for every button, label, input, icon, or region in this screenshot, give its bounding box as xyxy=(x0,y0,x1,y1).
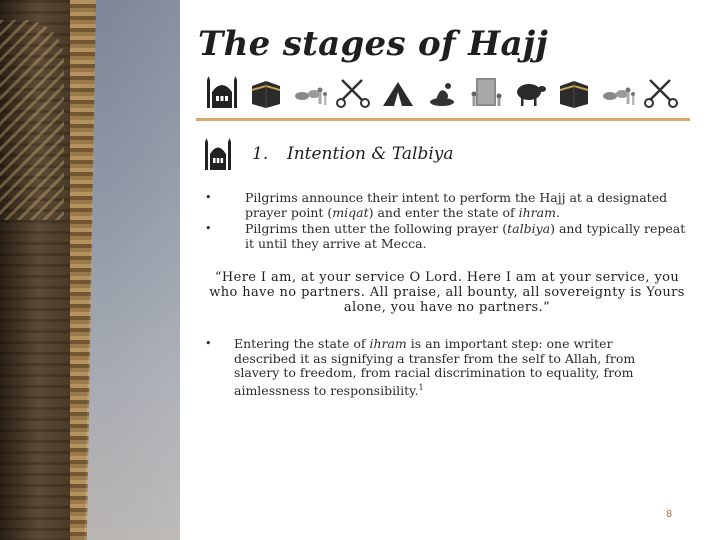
term-miqat: miqat xyxy=(332,204,369,220)
slide-title: The stages of Hajj xyxy=(198,24,549,64)
footnote-marker: 1 xyxy=(418,382,424,392)
term-ihram: ihram xyxy=(518,204,556,220)
list-item xyxy=(205,222,690,251)
photo-shade xyxy=(0,0,180,540)
bullet-icon: • xyxy=(205,191,212,204)
bullet-text: ) and typically repeat it until they arrive at Mecca. xyxy=(245,221,686,251)
mosque-icon xyxy=(203,136,233,172)
scissors-icon xyxy=(644,74,680,110)
bullet-icon: • xyxy=(205,337,212,350)
bullet-icon: • xyxy=(205,222,212,235)
pebbles-icon xyxy=(424,74,460,110)
mosque-wall-photo xyxy=(0,0,180,540)
pilgrims-walking-icon xyxy=(292,74,328,110)
intention-bullet-list xyxy=(205,191,690,251)
kaaba-icon xyxy=(248,74,284,110)
talbiya-quote: “Here I am, at your service O Lord. Here I am at your service, you who have no partners. All praise, all bounty, all sovereignty is Yours alone, you have no partners.” xyxy=(209,270,685,315)
list-item xyxy=(205,191,690,220)
hajj-stages-icon-strip xyxy=(204,70,714,110)
bullet-text: . xyxy=(555,204,560,220)
bullet-text: Pilgrims announce their intent to perform the Hajj at a designated prayer point ( xyxy=(245,190,668,220)
bullet-text: ) and enter the state of xyxy=(368,204,519,220)
bullet-text: Entering the state of xyxy=(234,336,370,351)
ihram-bullet-list xyxy=(205,337,670,398)
term-ihram: ihram xyxy=(369,336,407,351)
stoning-pillar-icon xyxy=(468,74,504,110)
bullet-text: Pilgrims then utter the following prayer ( xyxy=(245,221,508,236)
bullet-text: is an important step: one writer described it as signifying a transfer from the self to Allah, from slavery to freedom, from racial discrimination to equality, from aimlessness to responsibility. xyxy=(234,336,636,398)
mosque-icon xyxy=(204,74,240,110)
term-talbiya: talbiya xyxy=(507,221,551,236)
sheep-icon xyxy=(512,74,548,110)
page-number: 8 xyxy=(666,509,673,520)
tent-icon xyxy=(380,74,416,110)
title-divider xyxy=(196,118,690,121)
list-item xyxy=(205,337,670,398)
pilgrims-walking-icon xyxy=(600,74,636,110)
step-number: 1. xyxy=(252,144,269,164)
scissors-icon xyxy=(336,74,372,110)
kaaba-icon xyxy=(556,74,592,110)
step-title: Intention & Talbiya xyxy=(287,144,454,164)
